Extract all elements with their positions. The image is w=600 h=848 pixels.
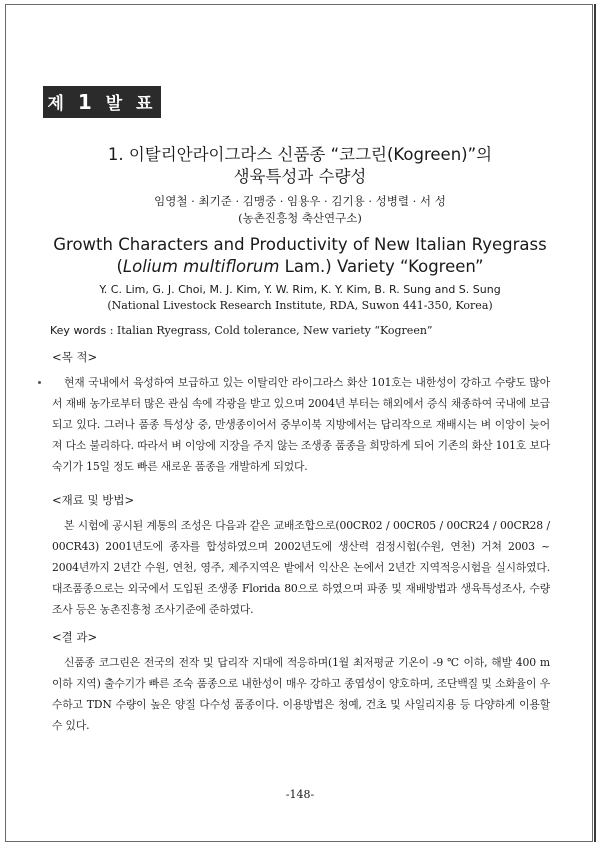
english-authors: Y. C. Lim, G. J. Choi, M. J. Kim, Y. W. Rim, K. Y. Kim, B. R. Sung and S. Sung [99, 283, 501, 296]
english-title-paren: ( [116, 257, 123, 276]
scan-dot [38, 381, 41, 384]
english-title-line1: Growth Characters and Productivity of New Italian Ryegrass [53, 235, 547, 254]
species-name: Lolium multiflorum [122, 257, 280, 276]
english-affiliation: (National Livestock Research Institute, RDA, Suwon 441-350, Korea) [107, 299, 493, 312]
korean-title-line2: 생육특성과 수량성 [233, 167, 367, 186]
purpose-paragraph: 현재 국내에서 육성하여 보급하고 있는 이탈리안 라이그라스 화산 101호는 내한성이 강하고 수량도 많아서 재배 농가로부터 많은 관심 속에 각광을 받고 있으며 2004년 부터는 해외에서 증식 채종하여 국내에 보급되고 있다. 그러나 품종 특성상 중, 만생종이어서 중부이북 지방에서는 답리작으로 재배시는 벼 이앙이 늦어져 다소 불리하다. 따라서 벼 이앙에 지장을 주지 않는 조생종 품종을 희망하게 되어 기존의 화산 101호 보다 숙기가 15일 정도 빠른 새로운 품종을 개발하게 되었다. [52, 376, 550, 473]
korean-title-line1: 1. 이탈리안라이그라스 신품종 “코그린(Kogreen)”의 [107, 145, 493, 164]
korean-authors: 임영철 · 최기준 · 김맹중 · 임용우 · 김기용 · 성병렬 · 서 성 [154, 194, 446, 208]
korean-title [0, 144, 600, 188]
session-number: 1 [77, 90, 96, 114]
korean-affiliation: (농촌진흥청 축산연구소) [238, 211, 362, 225]
methods-paragraph: 본 시험에 공시된 계통의 조성은 다음과 같은 교배조합으로(00CR02 / 00CR05 / 00CR24 / 00CR28 / 00CR43) 2001년도에 종자를 합성하였으며 2002년도에 생산력 검정시험(수원, 연천) 거쳐 2003 ~ 2004년까지 2년간 수원, 연천, 영주, 제주지역은 밭에서 익산은 논에서 2년간 지역적응시험을 실시하였다. 대조품종으로는 외국에서 도입된 조생종 Florida 80으로 하였으며 파종 및 재배방법과 생육특성조사, 수량조사 등은 농촌진흥청 조사기준에 준하였다. [52, 519, 550, 616]
session-suffix: 발 표 [105, 94, 157, 114]
scan-edge-line [594, 4, 596, 842]
session-prefix: 제 [47, 94, 68, 114]
methods-heading: <재료 및 방법> [52, 493, 135, 507]
keywords-value: : Italian Ryegrass, Cold tolerance, New variety “Kogreen” [106, 324, 433, 337]
page-number: -148- [285, 788, 315, 801]
keywords-label: Key words [50, 324, 107, 337]
results-paragraph: 신품종 코그린은 전국의 전작 및 답리작 지대에 적응하며(1월 최저평균 기온이 -9 ℃ 이하, 해발 400 m 이하 지역) 출수기가 빠른 조숙 품종으로 내한성이 매우 강하고 종엽성이 양호하며, 조단백질 및 소화율이 우수하고 TDN 수량이 높은 양질 다수성 품종이다. 이용방법은 청예, 건초 및 사일리지용 등 다양하게 이용할 수 있다. [52, 656, 550, 732]
session-label [43, 86, 161, 118]
purpose-heading: <목 적> [52, 350, 98, 364]
results-heading: <결 과> [52, 630, 98, 644]
english-title-rest: Lam.) Variety “Kogreen” [279, 257, 484, 276]
english-title-line2 [0, 256, 600, 278]
english-title [0, 234, 600, 278]
keywords [50, 324, 433, 338]
